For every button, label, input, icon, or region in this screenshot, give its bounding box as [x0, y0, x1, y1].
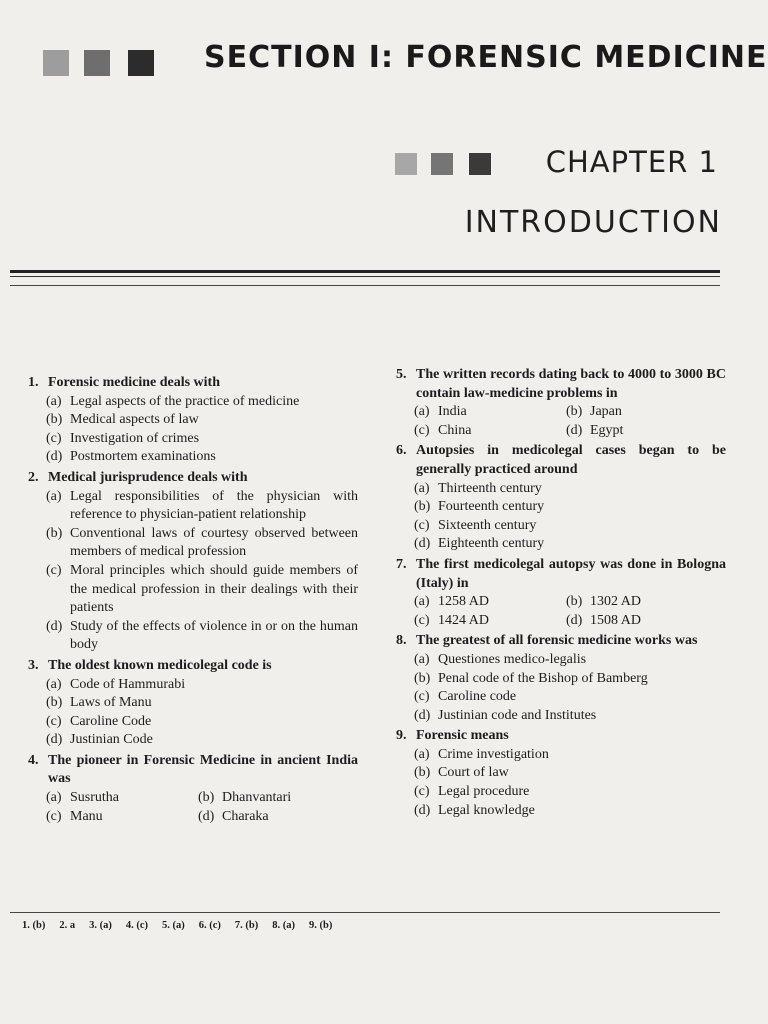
option-key: (c) [46, 713, 62, 729]
option-key: (a) [414, 480, 430, 496]
question-stem [28, 469, 358, 488]
question-text: The greatest of all forensic medicine works was [416, 633, 698, 649]
answer-option-row [46, 808, 358, 827]
answer-option [46, 731, 358, 750]
answer-option [46, 430, 358, 449]
section-header [40, 40, 768, 90]
answer-option [414, 707, 726, 726]
option-text: Susrutha [70, 790, 119, 806]
question-number: 9. [396, 728, 407, 744]
option-text: Caroline code [438, 689, 517, 705]
option-text: Questiones medico-legalis [438, 651, 587, 667]
option-key: (b) [46, 412, 63, 428]
question-item [28, 374, 358, 467]
option-text: Sixteenth century [438, 517, 537, 533]
option-key: (d) [566, 612, 583, 628]
question-text: Forensic medicine deals with [48, 375, 221, 390]
question-item [28, 752, 358, 826]
header-rule-thick [10, 270, 720, 273]
option-text: Justinian Code [70, 732, 153, 748]
option-key: (b) [566, 404, 583, 420]
question-item [28, 469, 358, 655]
answer-option [414, 517, 726, 536]
option-text: Justinian code and Institutes [438, 707, 597, 723]
option-key: (a) [414, 404, 430, 420]
question-item [396, 727, 726, 820]
option-key: (d) [46, 732, 63, 748]
answer-option [414, 612, 566, 631]
answer-option [414, 535, 726, 554]
option-key: (b) [46, 695, 63, 711]
option-text: Code of Hammurabi [70, 676, 186, 692]
answer-key-entry: 8. (a) [272, 920, 295, 931]
answer-option [198, 789, 350, 808]
answer-key-entry: 6. (c) [198, 920, 221, 931]
option-text: Investigation of crimes [70, 430, 200, 446]
question-item [396, 366, 726, 440]
option-text: Fourteenth century [438, 499, 545, 515]
option-key: (c) [46, 430, 62, 446]
answer-option [414, 764, 726, 783]
answer-option [414, 593, 566, 612]
answer-option [414, 746, 726, 765]
option-text: Crime investigation [438, 746, 549, 762]
chapter-label: CHAPTER 1 [545, 145, 718, 179]
option-text: China [438, 422, 472, 438]
chapter-square-light [395, 153, 417, 175]
option-key: (c) [46, 562, 62, 578]
option-text: Moral principles which should guide members of the medical profession in their dealings with their patients [70, 562, 358, 616]
question-item [396, 632, 726, 725]
option-text: India [438, 404, 467, 420]
option-text: Laws of Manu [70, 695, 152, 711]
chapter-title: INTRODUCTION [464, 205, 722, 240]
question-number: 1. [28, 375, 39, 390]
answer-option [46, 411, 358, 430]
option-key: (d) [414, 802, 431, 818]
answer-option-row [414, 593, 726, 612]
gray-square-dark [128, 50, 154, 76]
answer-option [414, 480, 726, 499]
option-key: (d) [46, 618, 63, 634]
section-title: SECTION I: FORENSIC MEDICINE [204, 40, 768, 75]
option-text: Medical aspects of law [70, 412, 199, 428]
option-key: (a) [414, 746, 430, 762]
question-stem [28, 374, 358, 393]
answer-option [414, 670, 726, 689]
question-stem [396, 632, 726, 651]
option-key: (b) [46, 525, 63, 541]
question-item [396, 556, 726, 630]
question-stem [396, 442, 726, 479]
option-text: 1508 AD [590, 612, 641, 628]
answer-option [566, 593, 718, 612]
option-text: Court of law [438, 765, 509, 781]
answer-option [566, 403, 718, 422]
answer-option [46, 694, 358, 713]
question-number: 4. [28, 752, 39, 768]
question-text: The first medicolegal autopsy was done in Bologna (Italy) in [416, 556, 726, 591]
chapter-square-medium [431, 153, 453, 175]
option-key: (b) [414, 765, 431, 781]
question-stem [28, 752, 358, 789]
option-text: Eighteenth century [438, 536, 545, 552]
answer-option [46, 448, 358, 467]
answer-option [566, 422, 718, 441]
option-text: Legal procedure [438, 784, 530, 800]
option-key: (d) [198, 808, 215, 824]
option-text: Legal responsibilities of the physician with reference to physician-patient relationship [70, 488, 358, 523]
answer-key-entry: 5. (a) [162, 920, 185, 931]
option-text: Study of the effects of violence in or on the human body [70, 618, 358, 653]
answer-option-row [414, 612, 726, 631]
answer-option [46, 618, 358, 655]
question-stem [396, 366, 726, 403]
answer-key-rule [10, 912, 720, 913]
option-text: Legal knowledge [438, 802, 535, 818]
answer-option [46, 713, 358, 732]
option-text: Charaka [222, 808, 269, 824]
option-text: Caroline Code [70, 713, 152, 729]
gray-square-light [43, 50, 69, 76]
option-key: (c) [414, 689, 430, 705]
answer-option [414, 802, 726, 821]
option-text: Legal aspects of the practice of medicine [70, 393, 300, 409]
option-key: (b) [414, 670, 431, 686]
option-key: (a) [46, 393, 62, 409]
answer-option [414, 651, 726, 670]
question-text: The oldest known medicolegal code is [48, 657, 272, 673]
option-text: Thirteenth century [438, 480, 542, 496]
question-number: 8. [396, 633, 407, 649]
option-text: 1424 AD [438, 612, 489, 628]
header-rule-thin [10, 276, 720, 277]
option-key: (a) [46, 676, 62, 692]
option-key: (c) [46, 808, 62, 824]
option-text: Penal code of the Bishop of Bamberg [438, 670, 648, 686]
option-key: (c) [414, 612, 430, 628]
option-key: (b) [566, 594, 583, 610]
option-key: (c) [414, 517, 430, 533]
answer-option [566, 612, 718, 631]
chapter-square-dark [469, 153, 491, 175]
answer-option-row [414, 422, 726, 441]
option-text: Postmortem examinations [70, 449, 216, 465]
question-number: 3. [28, 657, 39, 673]
option-key: (d) [566, 422, 583, 438]
answer-option [198, 808, 350, 827]
option-key: (a) [414, 651, 430, 667]
option-text: Manu [70, 808, 103, 824]
option-text: Japan [590, 404, 622, 420]
answer-option [46, 488, 358, 525]
option-key: (d) [414, 707, 431, 723]
option-key: (d) [46, 449, 63, 465]
chapter-header [392, 145, 732, 185]
answer-key-entry: 3. (a) [89, 920, 112, 931]
answer-option [46, 525, 358, 562]
answer-option [46, 789, 198, 808]
question-number: 5. [396, 367, 407, 382]
answer-key-entry: 4. (c) [125, 920, 148, 931]
answer-key-entry: 1. (b) [22, 920, 46, 931]
question-column-right [396, 366, 726, 822]
question-text: Forensic means [416, 728, 509, 744]
option-text: Conventional laws of courtesy observed between members of medical profession [70, 525, 358, 560]
option-key: (c) [414, 784, 430, 800]
answer-option [46, 676, 358, 695]
answer-option-row [46, 789, 358, 808]
question-stem [28, 657, 358, 676]
question-number: 6. [396, 443, 407, 459]
answer-key-entry: 9. (b) [309, 920, 333, 931]
option-text: Egypt [590, 422, 624, 438]
question-text: Autopsies in medicolegal cases began to be generally practiced around [416, 443, 726, 477]
option-text: 1302 AD [590, 594, 641, 610]
answer-option [414, 688, 726, 707]
question-text: Medical jurisprudence deals with [48, 469, 248, 485]
option-key: (b) [414, 499, 431, 515]
answer-option [414, 783, 726, 802]
answer-option [414, 498, 726, 517]
header-rule-bottom [10, 285, 720, 286]
question-stem [396, 727, 726, 746]
question-column-left [28, 374, 358, 828]
option-text: 1258 AD [438, 594, 489, 610]
question-text: The pioneer in Forensic Medicine in ancient India was [48, 752, 358, 787]
answer-option [46, 808, 198, 827]
option-key: (a) [414, 594, 430, 610]
answer-option [414, 422, 566, 441]
question-item [396, 442, 726, 554]
answer-key-entry: 7. (b) [234, 920, 259, 931]
option-key: (b) [198, 790, 215, 806]
answer-option [46, 393, 358, 412]
answer-option-row [414, 403, 726, 422]
answer-key-entry: 2. a [59, 920, 76, 931]
option-key: (a) [46, 790, 62, 806]
question-text: The written records dating back to 4000 to 3000 BC contain law-medicine problems in [416, 367, 726, 401]
gray-square-medium [84, 50, 110, 76]
answer-key [22, 920, 346, 931]
option-key: (d) [414, 536, 431, 552]
question-number: 2. [28, 469, 39, 485]
option-text: Dhanvantari [222, 790, 292, 806]
option-key: (a) [46, 488, 62, 504]
answer-option [46, 562, 358, 618]
answer-option [414, 403, 566, 422]
option-key: (c) [414, 422, 430, 438]
question-number: 7. [396, 556, 407, 572]
question-item [28, 657, 358, 750]
question-stem [396, 556, 726, 593]
